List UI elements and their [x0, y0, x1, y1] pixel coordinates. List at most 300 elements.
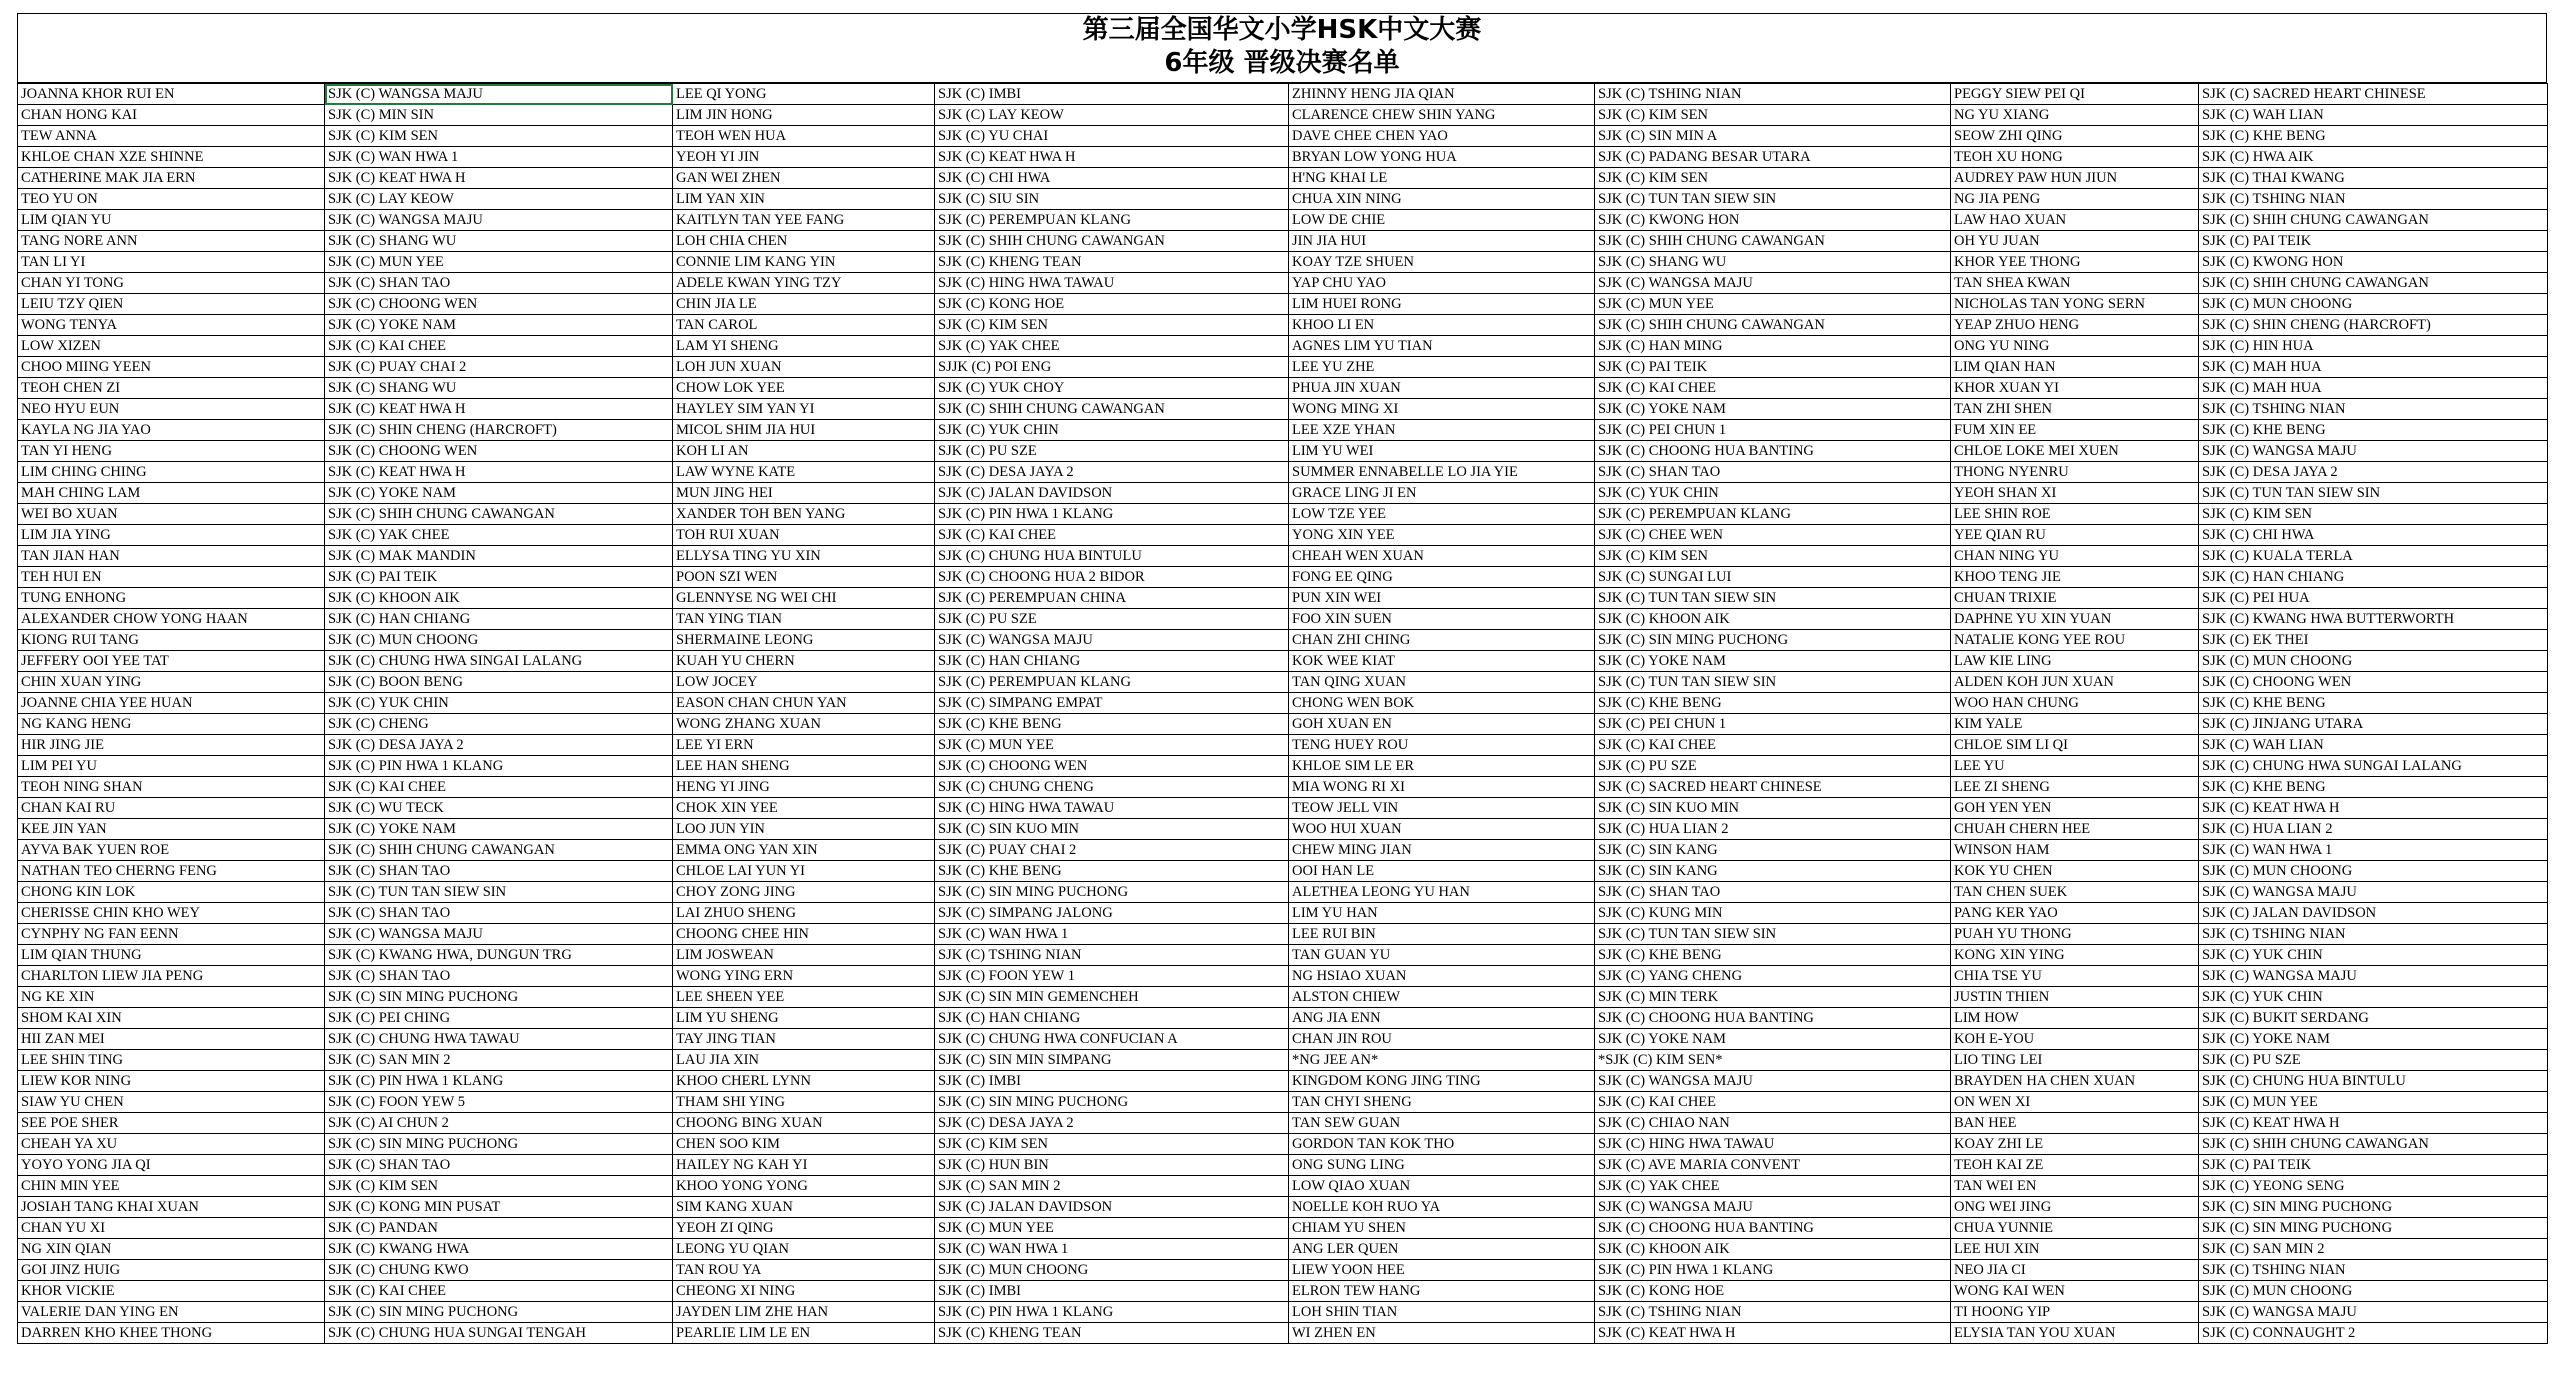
school-name-cell[interactable]: SJK (C) PIN HWA 1 KLANG: [325, 1071, 673, 1092]
student-name-cell[interactable]: NEO JIA CI: [1951, 1260, 2199, 1281]
student-name-cell[interactable]: LOW QIAO XUAN: [1289, 1176, 1595, 1197]
student-name-cell[interactable]: CHONG WEN BOK: [1289, 693, 1595, 714]
student-name-cell[interactable]: LEE YU ZHE: [1289, 357, 1595, 378]
school-name-cell[interactable]: SJK (C) KONG HOE: [1595, 1281, 1951, 1302]
student-name-cell[interactable]: TAY JING TIAN: [673, 1029, 935, 1050]
school-name-cell[interactable]: SJK (C) KHENG TEAN: [935, 1323, 1289, 1344]
student-name-cell[interactable]: ON WEN XI: [1951, 1092, 2199, 1113]
school-name-cell[interactable]: SJK (C) KWANG HWA, DUNGUN TRG: [325, 945, 673, 966]
student-name-cell[interactable]: SIM KANG XUAN: [673, 1197, 935, 1218]
student-name-cell[interactable]: AUDREY PAW HUN JIUN: [1951, 168, 2199, 189]
school-name-cell[interactable]: SJK (C) YUK CHIN: [325, 693, 673, 714]
school-name-cell[interactable]: SJK (C) WANGSA MAJU: [325, 924, 673, 945]
student-name-cell[interactable]: BRAYDEN HA CHEN XUAN: [1951, 1071, 2199, 1092]
school-name-cell[interactable]: SJK (C) CHOONG WEN: [935, 756, 1289, 777]
student-name-cell[interactable]: TAN ROU YA: [673, 1260, 935, 1281]
student-name-cell[interactable]: KHOO CHERL LYNN: [673, 1071, 935, 1092]
student-name-cell[interactable]: WONG TENYA: [18, 315, 325, 336]
school-name-cell[interactable]: SJK (C) BUKIT SERDANG: [2199, 1008, 2548, 1029]
school-name-cell[interactable]: SJK (C) CHENG: [325, 714, 673, 735]
student-name-cell[interactable]: KOH LI AN: [673, 441, 935, 462]
student-name-cell[interactable]: GAN WEI ZHEN: [673, 168, 935, 189]
student-name-cell[interactable]: DAVE CHEE CHEN YAO: [1289, 126, 1595, 147]
school-name-cell[interactable]: SJK (C) CHOONG WEN: [325, 441, 673, 462]
student-name-cell[interactable]: CHLOE LOKE MEI XUEN: [1951, 441, 2199, 462]
student-name-cell[interactable]: YEOH SHAN XI: [1951, 483, 2199, 504]
school-name-cell[interactable]: SJK (C) CHOONG WEN: [325, 294, 673, 315]
student-name-cell[interactable]: JIN JIA HUI: [1289, 231, 1595, 252]
school-name-cell[interactable]: SJK (C) KHE BENG: [1595, 693, 1951, 714]
student-name-cell[interactable]: LEE YU: [1951, 756, 2199, 777]
student-name-cell[interactable]: AGNES LIM YU TIAN: [1289, 336, 1595, 357]
student-name-cell[interactable]: CHAN YI TONG: [18, 273, 325, 294]
student-name-cell[interactable]: YEOH YI JIN: [673, 147, 935, 168]
student-name-cell[interactable]: TENG HUEY ROU: [1289, 735, 1595, 756]
school-name-cell[interactable]: SJK (C) YOKE NAM: [325, 483, 673, 504]
student-name-cell[interactable]: SIAW YU CHEN: [18, 1092, 325, 1113]
school-name-cell[interactable]: SJK (C) MAK MANDIN: [325, 546, 673, 567]
student-name-cell[interactable]: LIM HUEI RONG: [1289, 294, 1595, 315]
school-name-cell[interactable]: SJK (C) KAI CHEE: [1595, 378, 1951, 399]
student-name-cell[interactable]: SHOM KAI XIN: [18, 1008, 325, 1029]
student-name-cell[interactable]: LIM QIAN THUNG: [18, 945, 325, 966]
student-name-cell[interactable]: WOO HUI XUAN: [1289, 819, 1595, 840]
student-name-cell[interactable]: WONG YING ERN: [673, 966, 935, 987]
school-name-cell[interactable]: SJK (C) TSHING NIAN: [2199, 189, 2548, 210]
school-name-cell[interactable]: SJK (C) KIM SEN: [325, 126, 673, 147]
school-name-cell[interactable]: SJK (C) MIN TERK: [1595, 987, 1951, 1008]
student-name-cell[interactable]: BRYAN LOW YONG HUA: [1289, 147, 1595, 168]
student-name-cell[interactable]: LIEW YOON HEE: [1289, 1260, 1595, 1281]
school-name-cell[interactable]: SJK (C) KHE BENG: [2199, 420, 2548, 441]
student-name-cell[interactable]: ZHINNY HENG JIA QIAN: [1289, 84, 1595, 105]
school-name-cell[interactable]: SJK (C) SHIH CHUNG CAWANGAN: [325, 840, 673, 861]
student-name-cell[interactable]: GLENNYSE NG WEI CHI: [673, 588, 935, 609]
school-name-cell[interactable]: SJK (C) TSHING NIAN: [1595, 84, 1951, 105]
school-name-cell[interactable]: SJK (C) SHIH CHUNG CAWANGAN: [935, 399, 1289, 420]
student-name-cell[interactable]: TAN QING XUAN: [1289, 672, 1595, 693]
student-name-cell[interactable]: JEFFERY OOI YEE TAT: [18, 651, 325, 672]
student-name-cell[interactable]: LIO TING LEI: [1951, 1050, 2199, 1071]
student-name-cell[interactable]: THAM SHI YING: [673, 1092, 935, 1113]
student-name-cell[interactable]: YAP CHU YAO: [1289, 273, 1595, 294]
student-name-cell[interactable]: TANG NORE ANN: [18, 231, 325, 252]
school-name-cell[interactable]: SJK (C) WAH LIAN: [2199, 735, 2548, 756]
school-name-cell[interactable]: SJK (C) HING HWA TAWAU: [935, 273, 1289, 294]
school-name-cell[interactable]: SJK (C) CHI HWA: [935, 168, 1289, 189]
student-name-cell[interactable]: NG KANG HENG: [18, 714, 325, 735]
school-name-cell[interactable]: SJK (C) SIN MIN SIMPANG: [935, 1050, 1289, 1071]
school-name-cell[interactable]: SJK (C) YAK CHEE: [325, 525, 673, 546]
student-name-cell[interactable]: CHOONG CHEE HIN: [673, 924, 935, 945]
school-name-cell[interactable]: SJK (C) KWONG HON: [2199, 252, 2548, 273]
school-name-cell[interactable]: SJK (C) SAN MIN 2: [2199, 1239, 2548, 1260]
school-name-cell[interactable]: SJK (C) SIN KUO MIN: [935, 819, 1289, 840]
student-name-cell[interactable]: NG KE XIN: [18, 987, 325, 1008]
school-name-cell[interactable]: SJK (C) CHI HWA: [2199, 525, 2548, 546]
student-name-cell[interactable]: BAN HEE: [1951, 1113, 2199, 1134]
school-name-cell[interactable]: SJK (C) KHE BENG: [2199, 777, 2548, 798]
school-name-cell[interactable]: SJK (C) FOON YEW 5: [325, 1092, 673, 1113]
student-name-cell[interactable]: CHAN ZHI CHING: [1289, 630, 1595, 651]
school-name-cell[interactable]: SJK (C) SIN MING PUCHONG: [1595, 630, 1951, 651]
school-name-cell[interactable]: SJK (C) KONG HOE: [935, 294, 1289, 315]
school-name-cell[interactable]: SJK (C) SUNGAI LUI: [1595, 567, 1951, 588]
student-name-cell[interactable]: LIM YU HAN: [1289, 903, 1595, 924]
school-name-cell[interactable]: SJK (C) JINJANG UTARA: [2199, 714, 2548, 735]
school-name-cell[interactable]: SJK (C) WAN HWA 1: [2199, 840, 2548, 861]
school-name-cell[interactable]: SJK (C) PEI CHUN 1: [1595, 714, 1951, 735]
school-name-cell[interactable]: SJK (C) PU SZE: [1595, 756, 1951, 777]
student-name-cell[interactable]: TEOH WEN HUA: [673, 126, 935, 147]
school-name-cell[interactable]: SJK (C) WANGSA MAJU: [1595, 273, 1951, 294]
school-name-cell[interactable]: SJK (C) CHUNG KWO: [325, 1260, 673, 1281]
student-name-cell[interactable]: LEE SHIN ROE: [1951, 504, 2199, 525]
school-name-cell[interactable]: SJK (C) PEI CHING: [325, 1008, 673, 1029]
school-name-cell[interactable]: SJK (C) CHUNG HUA SUNGAI TENGAH: [325, 1323, 673, 1344]
student-name-cell[interactable]: PEARLIE LIM LE EN: [673, 1323, 935, 1344]
student-name-cell[interactable]: TUNG ENHONG: [18, 588, 325, 609]
student-name-cell[interactable]: WEI BO XUAN: [18, 504, 325, 525]
school-name-cell[interactable]: SJK (C) SIN MIN A: [1595, 126, 1951, 147]
school-name-cell[interactable]: SJK (C) PUAY CHAI 2: [935, 840, 1289, 861]
student-name-cell[interactable]: EMMA ONG YAN XIN: [673, 840, 935, 861]
student-name-cell[interactable]: CYNPHY NG FAN EENN: [18, 924, 325, 945]
student-name-cell[interactable]: HAILEY NG KAH YI: [673, 1155, 935, 1176]
student-name-cell[interactable]: LOW DE CHIE: [1289, 210, 1595, 231]
school-name-cell[interactable]: SJK (C) TSHING NIAN: [2199, 924, 2548, 945]
school-name-cell[interactable]: SJK (C) PAI TEIK: [1595, 357, 1951, 378]
school-name-cell[interactable]: SJK (C) HUA LIAN 2: [2199, 819, 2548, 840]
student-name-cell[interactable]: KAITLYN TAN YEE FANG: [673, 210, 935, 231]
student-name-cell[interactable]: WONG MING XI: [1289, 399, 1595, 420]
student-name-cell[interactable]: TAN YI HENG: [18, 441, 325, 462]
school-name-cell[interactable]: SJK (C) CHUNG HWA SINGAI LALANG: [325, 651, 673, 672]
student-name-cell[interactable]: LOH JUN XUAN: [673, 357, 935, 378]
school-name-cell[interactable]: SJJK (C) POI ENG: [935, 357, 1289, 378]
student-name-cell[interactable]: CHERISSE CHIN KHO WEY: [18, 903, 325, 924]
student-name-cell[interactable]: LIM QIAN HAN: [1951, 357, 2199, 378]
student-name-cell[interactable]: LIM JIN HONG: [673, 105, 935, 126]
school-name-cell[interactable]: SJK (C) PUAY CHAI 2: [325, 357, 673, 378]
school-name-cell[interactable]: SJK (C) JALAN DAVIDSON: [935, 483, 1289, 504]
school-name-cell[interactable]: SJK (C) HIN HUA: [2199, 336, 2548, 357]
school-name-cell[interactable]: SJK (C) KUALA TERLA: [2199, 546, 2548, 567]
student-name-cell[interactable]: LAW WYNE KATE: [673, 462, 935, 483]
student-name-cell[interactable]: CONNIE LIM KANG YIN: [673, 252, 935, 273]
school-name-cell[interactable]: SJK (C) SIMPANG EMPAT: [935, 693, 1289, 714]
school-name-cell[interactable]: SJK (C) MUN YEE: [2199, 1092, 2548, 1113]
student-name-cell[interactable]: LEE HUI XIN: [1951, 1239, 2199, 1260]
school-name-cell[interactable]: SJK (C) TSHING NIAN: [2199, 399, 2548, 420]
school-name-cell[interactable]: SJK (C) YANG CHENG: [1595, 966, 1951, 987]
school-name-cell[interactable]: SJK (C) PAI TEIK: [2199, 231, 2548, 252]
student-name-cell[interactable]: CHOO MIING YEEN: [18, 357, 325, 378]
school-name-cell[interactable]: SJK (C) WANGSA MAJU: [935, 630, 1289, 651]
school-name-cell[interactable]: SJK (C) KEAT HWA H: [325, 462, 673, 483]
student-name-cell[interactable]: MAH CHING LAM: [18, 483, 325, 504]
student-name-cell[interactable]: CHOW LOK YEE: [673, 378, 935, 399]
school-name-cell[interactable]: SJK (C) SHIH CHUNG CAWANGAN: [935, 231, 1289, 252]
school-name-cell[interactable]: SJK (C) KAI CHEE: [325, 777, 673, 798]
student-name-cell[interactable]: CHONG KIN LOK: [18, 882, 325, 903]
school-name-cell[interactable]: SJK (C) YUK CHIN: [2199, 945, 2548, 966]
student-name-cell[interactable]: POON SZI WEN: [673, 567, 935, 588]
student-name-cell[interactable]: ANG LER QUEN: [1289, 1239, 1595, 1260]
school-name-cell[interactable]: SJK (C) WANGSA MAJU: [2199, 1302, 2548, 1323]
student-name-cell[interactable]: CHEN SOO KIM: [673, 1134, 935, 1155]
student-name-cell[interactable]: TAN ZHI SHEN: [1951, 399, 2199, 420]
student-name-cell[interactable]: LIM YU SHENG: [673, 1008, 935, 1029]
school-name-cell[interactable]: SJK (C) IMBI: [935, 1071, 1289, 1092]
school-name-cell[interactable]: SJK (C) KHE BENG: [2199, 693, 2548, 714]
school-name-cell[interactable]: SJK (C) WANGSA MAJU: [1595, 1197, 1951, 1218]
school-name-cell[interactable]: SJK (C) SIU SIN: [935, 189, 1289, 210]
student-name-cell[interactable]: OH YU JUAN: [1951, 231, 2199, 252]
school-name-cell[interactable]: SJK (C) IMBI: [935, 1281, 1289, 1302]
school-name-cell[interactable]: SJK (C) KAI CHEE: [935, 525, 1289, 546]
school-name-cell[interactable]: SJK (C) PAI TEIK: [2199, 1155, 2548, 1176]
student-name-cell[interactable]: CHIN JIA LE: [673, 294, 935, 315]
school-name-cell[interactable]: SJK (C) CHOONG HUA 2 BIDOR: [935, 567, 1289, 588]
school-name-cell[interactable]: SJK (C) DESA JAYA 2: [2199, 462, 2548, 483]
school-name-cell[interactable]: SJK (C) HUA LIAN 2: [1595, 819, 1951, 840]
school-name-cell[interactable]: SJK (C) MUN CHOONG: [325, 630, 673, 651]
student-name-cell[interactable]: EASON CHAN CHUN YAN: [673, 693, 935, 714]
student-name-cell[interactable]: TEOH KAI ZE: [1951, 1155, 2199, 1176]
student-name-cell[interactable]: KHOR VICKIE: [18, 1281, 325, 1302]
student-name-cell[interactable]: KEE JIN YAN: [18, 819, 325, 840]
student-name-cell[interactable]: TAN CAROL: [673, 315, 935, 336]
school-name-cell[interactable]: SJK (C) WANGSA MAJU: [1595, 1071, 1951, 1092]
school-name-cell[interactable]: SJK (C) SHIH CHUNG CAWANGAN: [2199, 1134, 2548, 1155]
student-name-cell[interactable]: ELRON TEW HANG: [1289, 1281, 1595, 1302]
student-name-cell[interactable]: NEO HYU EUN: [18, 399, 325, 420]
student-name-cell[interactable]: THONG NYENRU: [1951, 462, 2199, 483]
school-name-cell[interactable]: *SJK (C) KIM SEN*: [1595, 1050, 1951, 1071]
student-name-cell[interactable]: MICOL SHIM JIA HUI: [673, 420, 935, 441]
school-name-cell[interactable]: SJK (C) KEAT HWA H: [325, 168, 673, 189]
student-name-cell[interactable]: LOH SHIN TIAN: [1289, 1302, 1595, 1323]
student-name-cell[interactable]: PUAH YU THONG: [1951, 924, 2199, 945]
school-name-cell[interactable]: SJK (C) KHENG TEAN: [935, 252, 1289, 273]
student-name-cell[interactable]: WINSON HAM: [1951, 840, 2199, 861]
student-name-cell[interactable]: NG JIA PENG: [1951, 189, 2199, 210]
school-name-cell[interactable]: SJK (C) KIM SEN: [935, 315, 1289, 336]
student-name-cell[interactable]: LIM YAN XIN: [673, 189, 935, 210]
student-name-cell[interactable]: WI ZHEN EN: [1289, 1323, 1595, 1344]
school-name-cell[interactable]: SJK (C) SIN KUO MIN: [1595, 798, 1951, 819]
school-name-cell[interactable]: SJK (C) SIN MING PUCHONG: [935, 882, 1289, 903]
school-name-cell[interactable]: SJK (C) CHUNG CHENG: [935, 777, 1289, 798]
student-name-cell[interactable]: CHUA XIN NING: [1289, 189, 1595, 210]
student-name-cell[interactable]: FONG EE QING: [1289, 567, 1595, 588]
school-name-cell[interactable]: SJK (C) YOKE NAM: [1595, 1029, 1951, 1050]
student-name-cell[interactable]: GOH YEN YEN: [1951, 798, 2199, 819]
student-name-cell[interactable]: JAYDEN LIM ZHE HAN: [673, 1302, 935, 1323]
student-name-cell[interactable]: LIM HOW: [1951, 1008, 2199, 1029]
student-name-cell[interactable]: JUSTIN THIEN: [1951, 987, 2199, 1008]
student-name-cell[interactable]: TAN YING TIAN: [673, 609, 935, 630]
student-name-cell[interactable]: KOAY ZHI LE: [1951, 1134, 2199, 1155]
school-name-cell[interactable]: SJK (C) MUN CHOONG: [935, 1260, 1289, 1281]
student-name-cell[interactable]: LEE SHIN TING: [18, 1050, 325, 1071]
school-name-cell[interactable]: SJK (C) YAK CHEE: [1595, 1176, 1951, 1197]
school-name-cell[interactable]: SJK (C) SHIN CHENG (HARCROFT): [2199, 315, 2548, 336]
school-name-cell[interactable]: SJK (C) TUN TAN SIEW SIN: [2199, 483, 2548, 504]
student-name-cell[interactable]: LIM PEI YU: [18, 756, 325, 777]
school-name-cell[interactable]: SJK (C) KHE BENG: [1595, 945, 1951, 966]
student-name-cell[interactable]: KOK WEE KIAT: [1289, 651, 1595, 672]
school-name-cell[interactable]: SJK (C) SAN MIN 2: [325, 1050, 673, 1071]
school-name-cell[interactable]: SJK (C) MUN YEE: [1595, 294, 1951, 315]
school-name-cell[interactable]: SJK (C) HAN CHIANG: [2199, 567, 2548, 588]
student-name-cell[interactable]: CHAN HONG KAI: [18, 105, 325, 126]
student-name-cell[interactable]: LEE XZE YHAN: [1289, 420, 1595, 441]
student-name-cell[interactable]: ALETHEA LEONG YU HAN: [1289, 882, 1595, 903]
school-name-cell[interactable]: SJK (C) KHE BENG: [935, 861, 1289, 882]
school-name-cell[interactable]: SJK (C) SIMPANG JALONG: [935, 903, 1289, 924]
student-name-cell[interactable]: TEW ANNA: [18, 126, 325, 147]
student-name-cell[interactable]: KHOR XUAN YI: [1951, 378, 2199, 399]
school-name-cell[interactable]: SJK (C) SHAN TAO: [325, 1155, 673, 1176]
school-name-cell[interactable]: SJK (C) SIN MIN GEMENCHEH: [935, 987, 1289, 1008]
school-name-cell[interactable]: SJK (C) TUN TAN SIEW SIN: [325, 882, 673, 903]
school-name-cell[interactable]: SJK (C) KHOON AIK: [325, 588, 673, 609]
school-name-cell[interactable]: SJK (C) SIN MING PUCHONG: [2199, 1218, 2548, 1239]
school-name-cell[interactable]: SJK (C) KHE BENG: [2199, 126, 2548, 147]
school-name-cell[interactable]: SJK (C) MAH HUA: [2199, 357, 2548, 378]
student-name-cell[interactable]: DARREN KHO KHEE THONG: [18, 1323, 325, 1344]
school-name-cell[interactable]: SJK (C) HING HWA TAWAU: [1595, 1134, 1951, 1155]
student-name-cell[interactable]: CHARLTON LIEW JIA PENG: [18, 966, 325, 987]
student-name-cell[interactable]: CLARENCE CHEW SHIN YANG: [1289, 105, 1595, 126]
school-name-cell[interactable]: SJK (C) CHUNG HWA CONFUCIAN A: [935, 1029, 1289, 1050]
student-name-cell[interactable]: CATHERINE MAK JIA ERN: [18, 168, 325, 189]
school-name-cell[interactable]: SJK (C) SHAN TAO: [325, 903, 673, 924]
student-name-cell[interactable]: YEAP ZHUO HENG: [1951, 315, 2199, 336]
school-name-cell[interactable]: SJK (C) FOON YEW 1: [935, 966, 1289, 987]
school-name-cell[interactable]: SJK (C) PANDAN: [325, 1218, 673, 1239]
school-name-cell[interactable]: SJK (C) WAH LIAN: [2199, 105, 2548, 126]
school-name-cell[interactable]: SJK (C) WANGSA MAJU: [325, 210, 673, 231]
school-name-cell[interactable]: SJK (C) CHUNG HWA TAWAU: [325, 1029, 673, 1050]
school-name-cell[interactable]: SJK (C) SAN MIN 2: [935, 1176, 1289, 1197]
student-name-cell[interactable]: TOH RUI XUAN: [673, 525, 935, 546]
school-name-cell[interactable]: SJK (C) YOKE NAM: [2199, 1029, 2548, 1050]
student-name-cell[interactable]: LIM QIAN YU: [18, 210, 325, 231]
student-name-cell[interactable]: CHUAN TRIXIE: [1951, 588, 2199, 609]
school-name-cell[interactable]: SJK (C) SHIH CHUNG CAWANGAN: [1595, 315, 1951, 336]
school-name-cell[interactable]: SJK (C) YUK CHOY: [935, 378, 1289, 399]
school-name-cell[interactable]: SJK (C) PEREMPUAN CHINA: [935, 588, 1289, 609]
student-name-cell[interactable]: WONG KAI WEN: [1951, 1281, 2199, 1302]
school-name-cell[interactable]: SJK (C) KWANG HWA: [325, 1239, 673, 1260]
student-name-cell[interactable]: TAN LI YI: [18, 252, 325, 273]
school-name-cell[interactable]: SJK (C) SHIH CHUNG CAWANGAN: [325, 504, 673, 525]
student-name-cell[interactable]: NG XIN QIAN: [18, 1239, 325, 1260]
student-name-cell[interactable]: NATALIE KONG YEE ROU: [1951, 630, 2199, 651]
student-name-cell[interactable]: CHOY ZONG JING: [673, 882, 935, 903]
school-name-cell[interactable]: SJK (C) KUNG MIN: [1595, 903, 1951, 924]
school-name-cell[interactable]: SJK (C) WAN HWA 1: [935, 924, 1289, 945]
title-cell[interactable]: [17, 13, 2547, 83]
student-name-cell[interactable]: CHAN NING YU: [1951, 546, 2199, 567]
student-name-cell[interactable]: LIEW KOR NING: [18, 1071, 325, 1092]
student-name-cell[interactable]: CHLOE LAI YUN YI: [673, 861, 935, 882]
student-name-cell[interactable]: TEOH CHEN ZI: [18, 378, 325, 399]
school-name-cell[interactable]: SJK (C) SHAN TAO: [1595, 462, 1951, 483]
school-name-cell[interactable]: SJK (C) TSHING NIAN: [1595, 1302, 1951, 1323]
student-name-cell[interactable]: ADELE KWAN YING TZY: [673, 273, 935, 294]
student-name-cell[interactable]: ALDEN KOH JUN XUAN: [1951, 672, 2199, 693]
school-name-cell[interactable]: SJK (C) CHUNG HWA SUNGAI LALANG: [2199, 756, 2548, 777]
school-name-cell[interactable]: SJK (C) AVE MARIA CONVENT: [1595, 1155, 1951, 1176]
student-name-cell[interactable]: LEE SHEEN YEE: [673, 987, 935, 1008]
school-name-cell[interactable]: SJK (C) DESA JAYA 2: [935, 462, 1289, 483]
student-name-cell[interactable]: LOW XIZEN: [18, 336, 325, 357]
school-name-cell[interactable]: SJK (C) PAI TEIK: [325, 567, 673, 588]
student-name-cell[interactable]: ONG YU NING: [1951, 336, 2199, 357]
student-name-cell[interactable]: VALERIE DAN YING EN: [18, 1302, 325, 1323]
school-name-cell[interactable]: SJK (C) SHAN TAO: [1595, 882, 1951, 903]
school-name-cell[interactable]: SJK (C) PIN HWA 1 KLANG: [935, 1302, 1289, 1323]
student-name-cell[interactable]: KAYLA NG JIA YAO: [18, 420, 325, 441]
student-name-cell[interactable]: CHLOE SIM LI QI: [1951, 735, 2199, 756]
student-name-cell[interactable]: OOI HAN LE: [1289, 861, 1595, 882]
student-name-cell[interactable]: TAN GUAN YU: [1289, 945, 1595, 966]
student-name-cell[interactable]: CHAN KAI RU: [18, 798, 325, 819]
school-name-cell[interactable]: SJK (C) WANGSA MAJU: [2199, 966, 2548, 987]
school-name-cell[interactable]: SJK (C) LAY KEOW: [935, 105, 1289, 126]
school-name-cell[interactable]: SJK (C) IMBI: [935, 84, 1289, 105]
school-name-cell[interactable]: SJK (C) BOON BENG: [325, 672, 673, 693]
school-name-cell[interactable]: SJK (C) KEAT HWA H: [325, 399, 673, 420]
student-name-cell[interactable]: LEE QI YONG: [673, 84, 935, 105]
student-name-cell[interactable]: LEE YI ERN: [673, 735, 935, 756]
student-name-cell[interactable]: SHERMAINE LEONG: [673, 630, 935, 651]
school-name-cell[interactable]: SJK (C) CHUNG HUA BINTULU: [935, 546, 1289, 567]
student-name-cell[interactable]: CHIAM YU SHEN: [1289, 1218, 1595, 1239]
school-name-cell[interactable]: SJK (C) WANGSA MAJU: [325, 84, 673, 105]
student-name-cell[interactable]: LEIU TZY QIEN: [18, 294, 325, 315]
school-name-cell[interactable]: SJK (C) KEAT HWA H: [2199, 1113, 2548, 1134]
school-name-cell[interactable]: SJK (C) TUN TAN SIEW SIN: [1595, 588, 1951, 609]
school-name-cell[interactable]: SJK (C) TUN TAN SIEW SIN: [1595, 189, 1951, 210]
school-name-cell[interactable]: SJK (C) KAI CHEE: [325, 1281, 673, 1302]
school-name-cell[interactable]: SJK (C) YOKE NAM: [1595, 651, 1951, 672]
student-name-cell[interactable]: PEGGY SIEW PEI QI: [1951, 84, 2199, 105]
school-name-cell[interactable]: SJK (C) LAY KEOW: [325, 189, 673, 210]
school-name-cell[interactable]: SJK (C) KAI CHEE: [1595, 735, 1951, 756]
student-name-cell[interactable]: ALEXANDER CHOW YONG HAAN: [18, 609, 325, 630]
school-name-cell[interactable]: SJK (C) MUN YEE: [325, 252, 673, 273]
school-name-cell[interactable]: SJK (C) KEAT HWA H: [1595, 1323, 1951, 1344]
student-name-cell[interactable]: SEOW ZHI QING: [1951, 126, 2199, 147]
school-name-cell[interactable]: SJK (C) YUK CHIN: [2199, 987, 2548, 1008]
school-name-cell[interactable]: SJK (C) SACRED HEART CHINESE: [2199, 84, 2548, 105]
school-name-cell[interactable]: SJK (C) HAN CHIANG: [325, 609, 673, 630]
school-name-cell[interactable]: SJK (C) PEI HUA: [2199, 588, 2548, 609]
student-name-cell[interactable]: GOH XUAN EN: [1289, 714, 1595, 735]
school-name-cell[interactable]: SJK (C) KONG MIN PUSAT: [325, 1197, 673, 1218]
school-name-cell[interactable]: SJK (C) SHAN TAO: [325, 861, 673, 882]
school-name-cell[interactable]: SJK (C) KEAT HWA H: [935, 147, 1289, 168]
student-name-cell[interactable]: ELYSIA TAN YOU XUAN: [1951, 1323, 2199, 1344]
school-name-cell[interactable]: SJK (C) SHIH CHUNG CAWANGAN: [2199, 273, 2548, 294]
school-name-cell[interactable]: SJK (C) THAI KWANG: [2199, 168, 2548, 189]
school-name-cell[interactable]: SJK (C) SHIH CHUNG CAWANGAN: [2199, 210, 2548, 231]
